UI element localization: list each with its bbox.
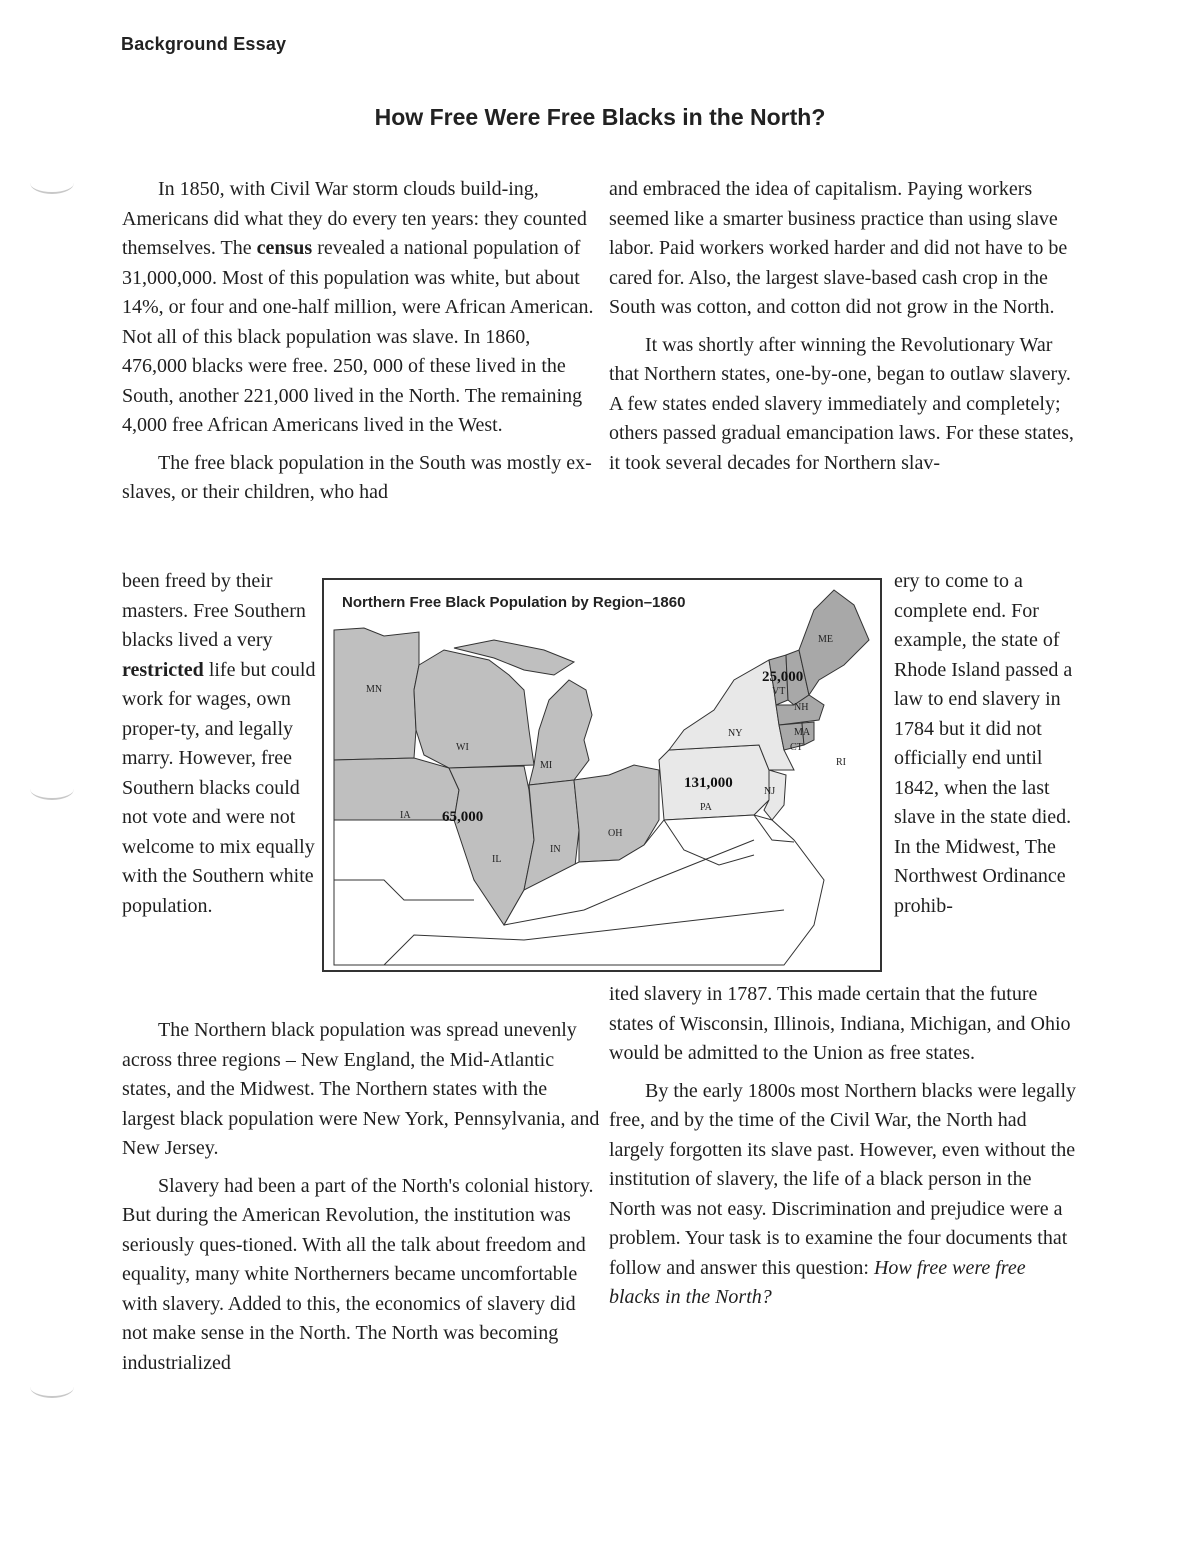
paragraph-emancipation-top: It was shortly after winning the Revolutionary War that Northern states, one-by-one, began to outlaw slavery. A few states ended slavery immediately and completely; others passed gradual emancipation laws. For these states, it took several decades for Northern slav-: [609, 333, 1074, 474]
paragraph-emancipation-bottom: ited slavery in 1787. This made certain that the future states of Wisconsin, Illinois, Indiana, Michigan, and Ohio would be admitted to the Union as free states.: [609, 983, 1071, 1064]
left-column-bottom: [122, 1016, 600, 1378]
label-mi: MI: [540, 760, 553, 771]
paragraph-task: [609, 1077, 1079, 1313]
label-ma: MA: [794, 727, 811, 738]
paragraph-south-wrap: [122, 567, 322, 921]
label-il: IL: [492, 854, 502, 865]
essay-question: How free were free blacks in the North?: [609, 1256, 1026, 1308]
label-ri: RI: [836, 757, 846, 768]
term-census: census: [256, 237, 313, 259]
mid-atlantic-population: 131,000: [684, 775, 733, 791]
left-column-wrap: [122, 567, 322, 921]
region-map: [322, 578, 882, 972]
label-vt: VT: [772, 686, 786, 697]
page-header: Background Essay: [121, 34, 287, 54]
map-title: Northern Free Black Population by Region–1860: [342, 594, 686, 611]
label-me: ME: [818, 634, 833, 645]
label-pa: PA: [700, 802, 712, 813]
paragraph-colonial-history: Slavery had been a part of the North's colonial history. But during the American Revolution, the institution was seriously ques-tioned. With all the talk about freedom and equality, many white Northerners became uncomfortable with slavery. Added to this, the economics of slavery did not make sense in the North. The North was becoming industrialized: [122, 1174, 594, 1374]
essay-title: How Free Were Free Blacks in the North?: [374, 104, 826, 130]
right-column-wrap: [894, 567, 1084, 921]
map-drawing: [324, 580, 880, 970]
paragraph-text: life but could work for wages, own proper-ty, and legally marry. However, free Southern blacks could not vote and were not welcome to mix equally with the Southern white population.: [122, 658, 316, 917]
binder-hole-bottom: [30, 1376, 74, 1398]
label-oh: OH: [608, 828, 623, 839]
state-michigan: [529, 680, 592, 785]
paragraph-text: revealed a national population of 31,000,000. Most of this population was white, but about 14%, or four and one-half million, were African American. Not all of this black population was slave. In 1860, 476,000 blacks were free. 250, 000 of these lived in the South, another 221,000 lived in the North. The remaining 4,000 free African Americans lived in the West.: [122, 237, 594, 436]
term-restricted: restricted: [122, 658, 204, 681]
label-wi: WI: [456, 742, 469, 753]
new-england-population: 25,000: [762, 669, 804, 685]
left-column-top: [122, 175, 600, 508]
state-iowa: [334, 758, 459, 825]
paragraph-text: In 1850, with Civil War storm clouds build-ing, Americans did what they do every ten years: they counted themselves. The: [122, 178, 587, 259]
label-ia: IA: [400, 810, 411, 821]
paragraph-text: been freed by their masters. Free Southern blacks lived a very: [122, 570, 306, 651]
midwest-population: 65,000: [442, 809, 484, 825]
label-ny: NY: [728, 728, 743, 739]
binder-hole-top: [30, 172, 74, 194]
label-mn: MN: [366, 684, 383, 695]
paragraph-regions: The Northern black population was spread unevenly across three regions – New England, the Mid-Atlantic states, and the Midwest. The Northern states with the largest black population were New York, Pennsylvania, and New Jersey.: [122, 1019, 600, 1159]
binder-hole-middle: [30, 778, 74, 800]
label-in: IN: [550, 844, 561, 855]
label-nj: NJ: [764, 786, 776, 797]
paragraph-capitalism: and embraced the idea of capitalism. Paying workers seemed like a smarter business practice than using slave labor. Paid workers worked harder and did not have to be cared for. Also, the largest slave-based cash crop in the South was cotton, and cotton did not grow in the North.: [609, 178, 1068, 318]
label-ct: CT: [790, 742, 803, 753]
right-column-top: [609, 175, 1079, 478]
label-nh: NH: [794, 702, 809, 713]
paragraph-south-top: The free black population in the South was mostly ex-slaves, or their children, who had: [122, 451, 592, 503]
paragraph-text: By the early 1800s most Northern blacks were legally free, and by the time of the Civil War, the North had largely forgotten its slave past. However, even without the institution of slavery, the life of a black person in the North was not easy. Discrimination and prejudice were a problem. Your task is to examine the four documents that follow and answer this question:: [609, 1079, 1076, 1279]
paragraph-emancipation-wrap: ery to come to a complete end. For example, the state of Rhode Island passed a law to end slavery in 1784 but it did not officially end until 1842, when the last slave in the state died. In the Midwest, The Northwest Ordinance prohib-: [894, 570, 1073, 917]
paragraph-census: [122, 175, 600, 441]
right-column-bottom: [609, 980, 1079, 1313]
state-maine: [799, 590, 869, 695]
